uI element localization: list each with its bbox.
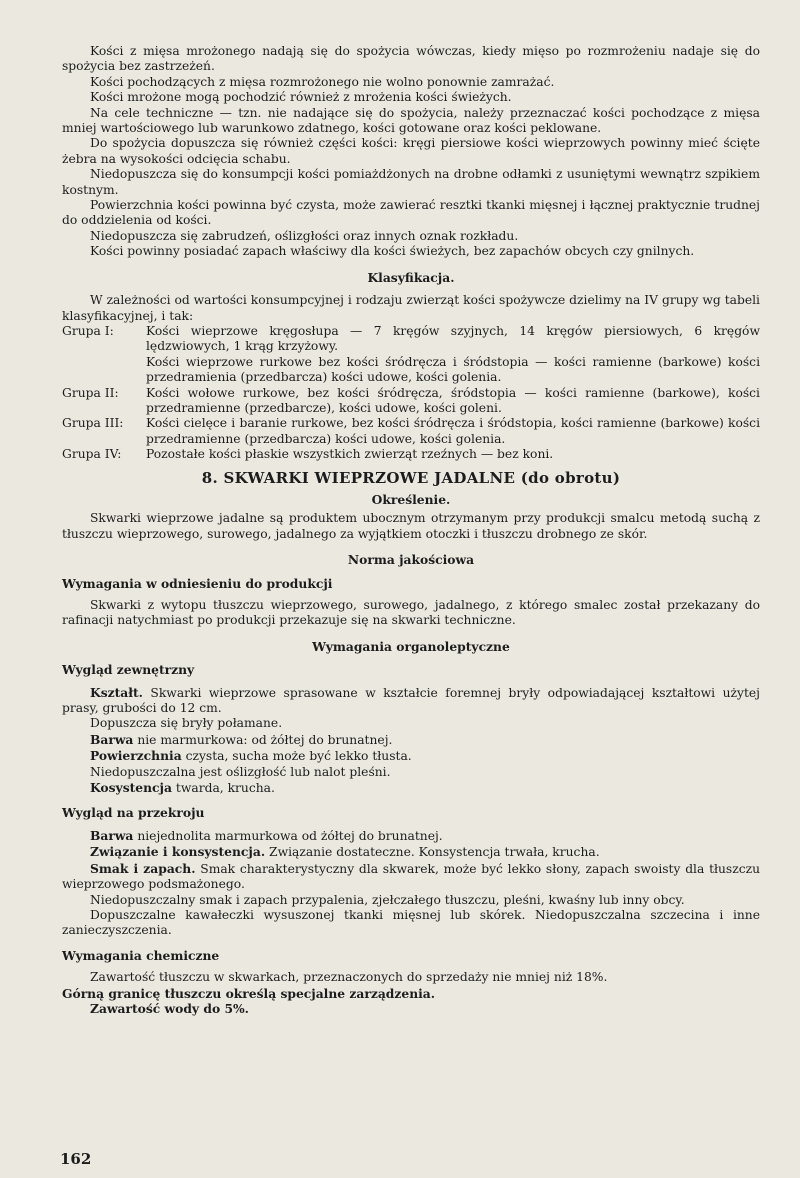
norm-heading: Norma jakościowa (347, 552, 475, 568)
bones-section (62, 44, 760, 463)
surface-paragraph (62, 748, 760, 764)
definition-text: Skwarki wieprzowe jadalne są produktem ubocznym otrzymanym przy produkcji smalcu metodą suchą z tłuszczu wieprzowego, surowego, jadalnego za wyjątkiem otoczki i tłuszczu drobnego ze skór. (62, 511, 760, 541)
group-body (146, 447, 760, 462)
paragraph: Powierzchnia kości powinna być czysta, może zawierać resztki tkanki mięsnej i łącznej praktycznie trudnej do oddzielenia od kości. (62, 198, 760, 228)
definition-heading: Określenie. (371, 491, 451, 507)
group-line: Kości wieprzowe rurkowe bez kości śródręcza i śródstopia — kości ramienne (barkowe) kości przedramienia (przedbarcza) kości udowe, kości golenia. (146, 354, 760, 385)
surface-text: czysta, sucha może być lekko tłusta. (185, 749, 412, 764)
surface-forbidden: Niedopuszczalna jest oślizgłość lub nalot pleśni. (90, 764, 391, 779)
production-text: Skwarki z wytopu tłuszczu wieprzowego, surowego, jadalnego, z którego smalec został przekazany do rafinacji natychmiast po produkcji przekazuje się na skwarki techniczne. (62, 598, 760, 628)
allowed-paragraph: Dopuszczalne kawałeczki wysuszonej tkanki mięsnej lub skórek. Niedopuszczalna szczecina i inne zanieczyszczenia. (62, 907, 760, 938)
group-row (62, 447, 760, 462)
shape-text: Skwarki wieprzowe sprasowane w kształcie foremnej bryły odpowiadającej kształtowi użytej prasy, grubości do 12 cm. (62, 685, 760, 716)
cross-heading: Wygląd na przekroju (62, 805, 205, 821)
group-label: Grupa I: (62, 323, 114, 338)
paragraph: Kości mrożone mogą pochodzić również z mrożenia kości świeżych. (90, 90, 512, 105)
group-label: Grupa III: (62, 416, 124, 431)
appearance-heading: Wygląd zewnętrzny (62, 662, 195, 678)
section-8 (62, 468, 760, 1017)
cross-color-label: Barwa (90, 827, 134, 843)
group-body (146, 416, 760, 447)
paragraph: Kości pochodzących z mięsa rozmrożonego nie wolno ponownie zamrażać. (90, 74, 555, 89)
group-label: Grupa II: (62, 385, 119, 400)
chemical-heading: Wymagania chemiczne (62, 947, 220, 963)
paragraph: Niedopuszcza się do konsumpcji kości pomiażdżonych na drobne odłamki z usuniętymi wewnątrz szpikiem kostnym. (62, 167, 760, 197)
paragraph: Niedopuszcza się zabrudzeń, oślizgłości oraz innych oznak rozkładu. (90, 228, 519, 243)
cross-color-text: niejednolita marmurkowa od żółtej do brunatnej. (137, 828, 443, 843)
group-line: Kości wieprzowe kręgosłupa — 7 kręgów szyjnych, 14 kręgów piersiowych, 6 kręgów lędzwiowych, 1 krąg krzyżowy. (146, 323, 760, 354)
cross-color-paragraph (62, 828, 760, 844)
consistency-text: twarda, krucha. (175, 781, 275, 796)
group-body (146, 386, 760, 417)
paragraph: Kości powinny posiadać zapach właściwy dla kości świeżych, bez zapachów obcych czy gnilnych. (90, 244, 695, 259)
color-paragraph (62, 732, 760, 748)
taste-forbidden: Niedopuszczalny smak i zapach przypalenia, zjełczałego tłuszczu, pleśni, kwaśny lub inny obcy. (90, 892, 685, 907)
binding-paragraph (62, 844, 760, 860)
paragraph: Na cele techniczne — tzn. nie nadające się do spożycia, należy przeznaczać kości pochodzące z mięsa mniej wartościowego lub warunkowo zdatnego, kości gotowane oraz kości peklowane. (62, 105, 760, 136)
paragraph: Kości z mięsa mrożonego nadają się do spożycia wówczas, kiedy mięso po rozmrożeniu nadaje się do spożycia bez zastrzeżeń. (62, 44, 760, 74)
shape-label: Kształt. (90, 684, 143, 700)
classification-intro: W zależności od wartości konsumpcyjnej i rodzaju zwierząt kości spożywcze dzielimy na IV grupy wg tabeli klasyfikacyjnej, i tak: (62, 293, 760, 323)
page-number: 162 (60, 1150, 92, 1168)
group-line: Kości wołowe rurkowe, bez kości śródręcza, śródstopia — kości ramienne (barkowe), kości przedramienne (przedbarcze), kości udowe, kości goleni. (146, 385, 760, 415)
water-paragraph: Zawartość wody do 5%. (90, 1000, 249, 1016)
taste-paragraph (62, 861, 760, 893)
binding-text: Związanie dostateczne. Konsystencja trwała, krucha. (269, 845, 600, 860)
upper-paragraph: Górną granicę tłuszczu określą specjalne zarządzenia. (62, 985, 436, 1001)
taste-text: Smak charakterystyczny dla skwarek, może być lekko słony, zapach swoisty dla tłuszczu wieprzowego podsmażonego. (62, 861, 760, 892)
broken-paragraph: Dopuszcza się bryły połamane. (90, 716, 283, 731)
group-line: Kości cielęce i baranie rurkowe, bez kości śródręcza i śródstopia, kości ramienne (barkowe) kości przedramienne (przedbarcza) kości udowe, kości golenia. (146, 416, 760, 446)
surface-label: Powierzchnia (90, 748, 182, 764)
fat-paragraph: Zawartość tłuszczu w skwarkach, przeznaczonych do sprzedaży nie mniej niż 18%. (90, 970, 608, 985)
section-title: 8. SKWARKI WIEPRZOWE JADALNE (do obrotu) (201, 468, 621, 487)
group-row (62, 386, 760, 417)
classification-heading: Klasyfikacja. (367, 269, 455, 285)
group-body (146, 324, 760, 386)
production-heading: Wymagania w odniesieniu do produkcji (62, 575, 333, 591)
group-label: Grupa IV: (62, 447, 122, 462)
group-row (62, 324, 760, 386)
organoleptic-heading: Wymagania organoleptyczne (312, 638, 510, 654)
color-label: Barwa (90, 731, 134, 747)
consistency-paragraph (62, 780, 760, 796)
paragraph: Do spożycia dopuszcza się również części kości: kręgi piersiowe kości wieprzowych powinny mieć ścięte żebra na wysokości odcięcia schabu. (62, 136, 760, 166)
group-row (62, 416, 760, 447)
shape-paragraph (62, 685, 760, 717)
group-line: Pozostałe kości płaskie wszystkich zwierząt rzeźnych — bez koni. (146, 447, 554, 462)
taste-label: Smak i zapach. (90, 860, 196, 876)
consistency-label: Kosystencja (90, 780, 172, 796)
binding-label: Związanie i konsystencja. (90, 844, 266, 860)
color-text: nie marmurkowa: od żółtej do brunatnej. (137, 732, 393, 747)
